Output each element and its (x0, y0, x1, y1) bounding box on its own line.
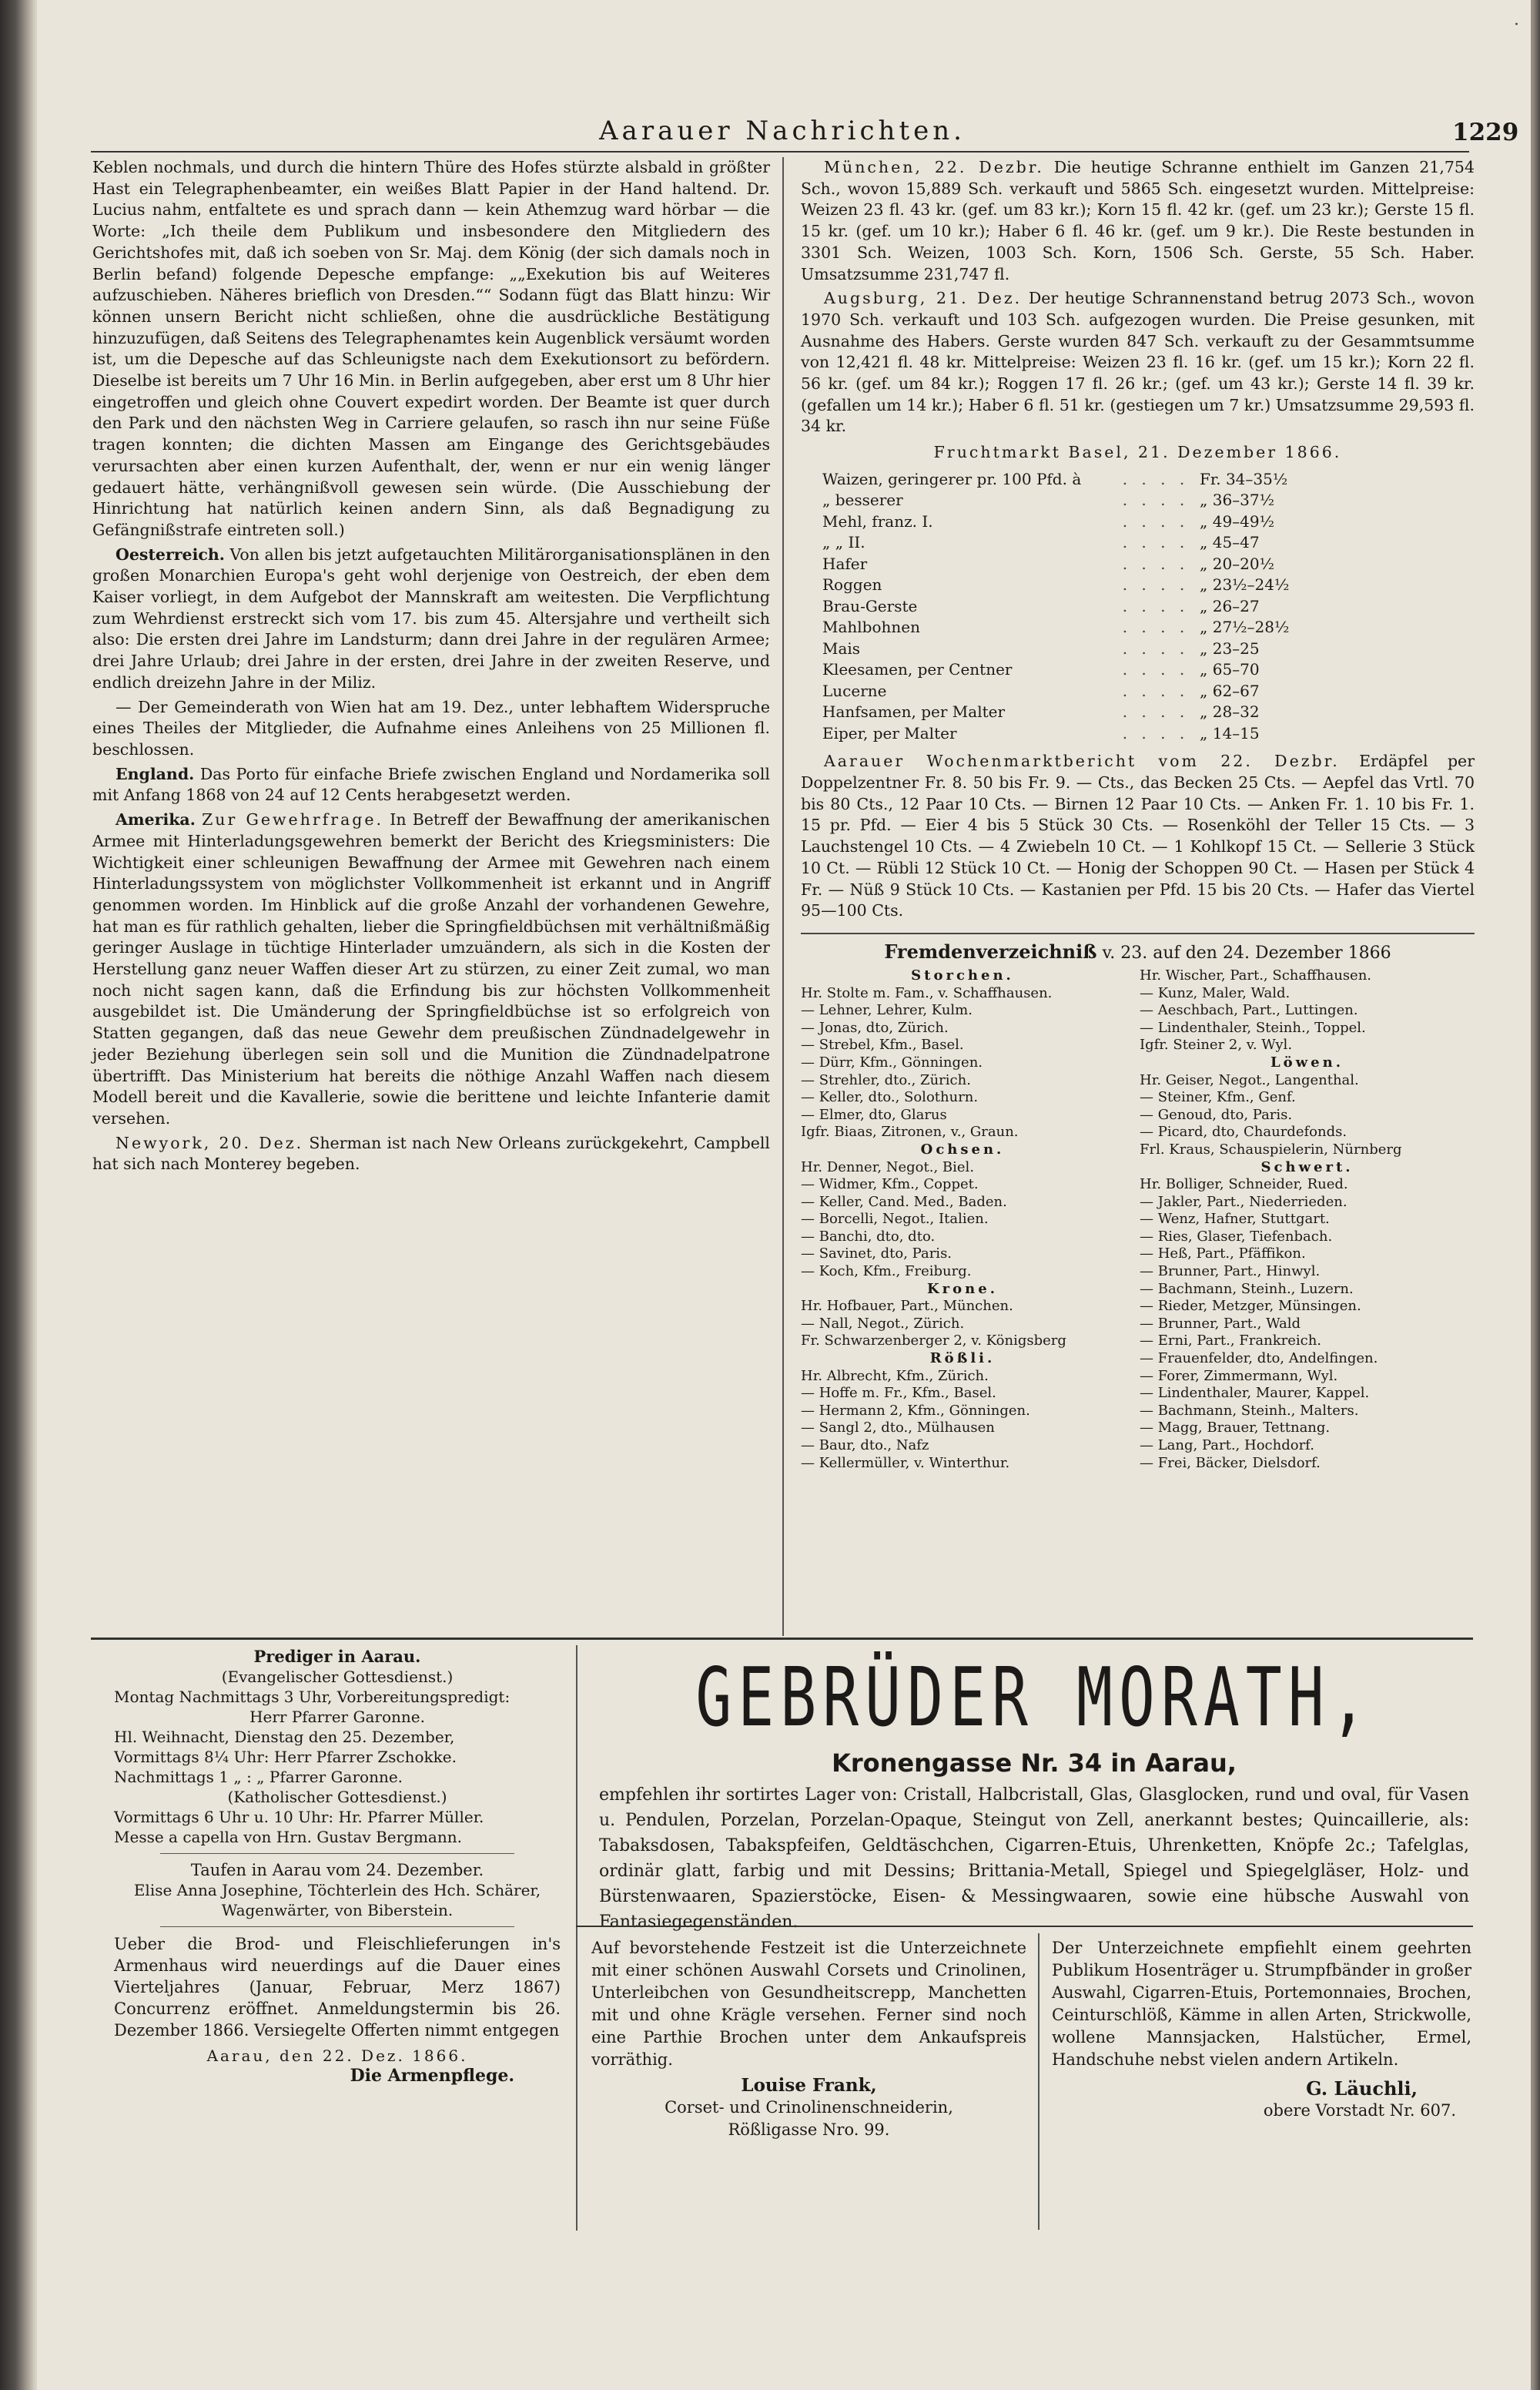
ad-prediger (114, 1647, 561, 2086)
guest-entry: — Kellermüller, v. Winterthur. (801, 1454, 1010, 1471)
right-column (801, 157, 1475, 1514)
guest-entry: — Forer, Zimmermann, Wyl. (1140, 1367, 1338, 1384)
article-newyork (92, 1133, 770, 1175)
price-row (822, 531, 1331, 553)
guest-entry: — Steiner, Kfm., Genf. (1140, 1089, 1296, 1106)
price-value: „ 23½–24½ (1200, 575, 1290, 595)
fremden-title: Fremdenverzeichniß (884, 940, 1097, 963)
guest-entry: Hr. Stolte m. Fam., v. Schaffhausen. (801, 984, 1053, 1001)
article-oesterreich (92, 545, 770, 694)
ads-divider-2 (1038, 1933, 1040, 2230)
price-leader: . . . . (1122, 639, 1190, 658)
guest-entry: — Keller, dto., Solothurn. (801, 1089, 979, 1106)
price-leader: . . . . (1122, 554, 1190, 573)
label-england: England. (116, 764, 195, 783)
guest-list (801, 967, 1475, 1514)
price-leader: . . . . (1122, 681, 1190, 700)
guest-entry: — Kunz, Maler, Wald. (1140, 984, 1291, 1001)
guest-entry: — Rieder, Metzger, Münsingen. (1140, 1298, 1361, 1315)
price-item: Mais (822, 639, 861, 658)
guest-entry: — Sangl 2, dto., Mülhausen (801, 1420, 995, 1436)
masthead-title: Aarauer Nachrichten. (599, 116, 966, 146)
price-value: „ 49–49½ (1200, 511, 1275, 531)
guest-entry: — Savinet, dto, Paris. (801, 1245, 952, 1262)
guest-entry: Hr. Albrecht, Kfm., Zürich. (801, 1367, 989, 1384)
guest-entry: — Koch, Kfm., Freiburg. (801, 1263, 972, 1280)
article-wien: — Der Gemeinderath von Wien hat am 19. Dez., unter lebhaftem Widerspruche eines Theiles der Mitglieder, die Aufnahme eines Anleihens von 25 Millionen fl. beschlossen. (92, 697, 770, 759)
guest-entry: Hr. Wischer, Part., Schaffhausen. (1140, 967, 1372, 984)
guest-entry: Hr. Denner, Negot., Biel. (801, 1158, 975, 1175)
label-wochenmarkt: Aarauer Wochenmarktbericht vom 22. Dezbr. (824, 752, 1340, 771)
prediger-sub2: (Katholischer Gottesdienst.) (227, 1788, 447, 1806)
guest-entry: — Bachmann, Steinh., Malters. (1140, 1402, 1359, 1419)
guest-entry: — Brunner, Part., Wald (1140, 1315, 1301, 1332)
report-augsburg (801, 288, 1475, 437)
price-value: „ 27½–28½ (1200, 618, 1290, 637)
price-item: Hanfsamen, per Malter (822, 702, 1006, 722)
guest-entry: Hr. Bolliger, Schneider, Rued. (1140, 1176, 1348, 1193)
fremden-date: v. 23. auf den 24. Dezember 1866 (1102, 943, 1391, 963)
laeuchli-address: obere Vorstadt Nr. 607. (1263, 2101, 1456, 2120)
prediger-l7: Messe a capella von Hrn. Gustav Bergmann. (114, 1828, 462, 1846)
guest-entry: — Elmer, dto, Glarus (801, 1106, 947, 1123)
guest-entry: — Genoud, dto, Paris. (1140, 1106, 1293, 1123)
label-augsburg: Augsburg, 21. Dez. (824, 289, 1023, 308)
guest-entry: Igfr. Biaas, Zitronen, v., Graun. (801, 1124, 1019, 1141)
prediger-l3: Hl. Weihnacht, Dienstag den 25. Dezember, (114, 1728, 455, 1746)
price-row (822, 595, 1331, 617)
price-item: Brau-Gerste (822, 596, 918, 615)
guest-entry: Fr. Schwarzenberger 2, v. Königsberg (801, 1332, 1066, 1349)
price-value: Fr. 34–35½ (1200, 469, 1288, 488)
price-row (822, 659, 1331, 680)
prediger-l2: Herr Pfarrer Garonne. (249, 1708, 425, 1726)
guest-entry: — Magg, Brauer, Tettnang. (1140, 1420, 1331, 1436)
price-value: „ 23–25 (1200, 639, 1260, 658)
brod-place: Aarau, den 22. Dez. 1866. (206, 2046, 468, 2065)
guest-entry: — Hoffe m. Fr., Kfm., Basel. (801, 1385, 996, 1402)
text-england: Das Porto für einfache Briefe zwischen England und Nordamerika soll mit Anfang 1868 von 24 auf 12 Cents herabgesetzt werden. (92, 764, 770, 805)
frank-address: Rößligasse Nro. 99. (728, 2120, 890, 2139)
price-row (822, 553, 1331, 575)
price-value: „ 45–47 (1200, 533, 1260, 552)
price-row (822, 574, 1331, 595)
label-newyork: Newyork, 20. Dez. (116, 1133, 304, 1152)
guest-entry: — Lindenthaler, Steinh., Toppel. (1140, 1019, 1366, 1036)
text-amerika: In Betreff der Bewaffnung der amerikanischen Armee mit Hinterladungsgewehren bemerkt der Bericht des Kriegsministers: Die Wichtigkeit einer schleunigen Bewaffnung der Armee mit Gewehren nach einem Hinterladungssystem von möglichster Vollkommenheit ist erkannt und in Angriff genommen worden. Im Hinblick auf die große Anzahl der vorhandenen Gewehre, hat man es für rathlich gehalten, lieber die Springfieldbüchsen mit verhältnißmäßig geringer Auslage in tüchtige Hinterlader umzuändern, als sich in die Kosten der Herstellung ganz neuer Waffen dieser Art zu stürzen, zu einer Zeit zumal, wo man noch nicht sagen kann, daß die Erfindung bis zur höchsten Vollkommenheit ausgebildet ist. Die Umänderung der Springfieldbüchse ist so erfolgreich von Statten gegangen, daß das neue Gewehr dem preußischen Zündnadelgewehr in jeder Beziehung überlegen sein soll und die Munition die Zündnadelpatrone übertrifft. Das Ministerium hat bereits die nöthige Anzahl Waffen nach diesem Modell bereit und die Kavallerie, sowie die berittene und leichte Infanterie damit versehen. (92, 810, 770, 1128)
guest-entry: — Frauenfelder, dto, Andelfingen. (1140, 1350, 1378, 1367)
guest-entry: — Erni, Part., Frankreich. (1140, 1332, 1322, 1349)
guest-list-col2 (1140, 967, 1475, 1472)
guest-entry: — Keller, Cand. Med., Baden. (801, 1193, 1007, 1210)
text-wochenmarkt: Erdäpfel per Doppelzentner Fr. 8. 50 bis Fr. 9. — Cts., das Becken 25 Cts. — Aepfel das Vrtl. 70 bis 80 Cts., 12 Paar 10 Cts. — Birnen 12 Paar 10 Cts. — Anken Fr. 1. 10 bis Fr. 1. 15 pr. Pfd. — Eier 4 bis 5 Stück 30 Cts. — Rosenköhl der Teller 15 Cts. — 3 Lauchstengel 10 Cts. — 4 Zwiebeln 10 Ct. — 1 Kohlkopf 15 Ct. — Sellerie 3 Stück 10 Ct. — Rübli 12 Stück 10 Ct. — Honig der Schoppen 90 Ct. — Hasen per Stück 4 Fr. — Nüß 9 Stück 10 Cts. — Kastanien per Pfd. 15 bis 20 Cts. — Hafer das Viertel 95—100 Cts. (801, 752, 1475, 920)
guest-entry: — Picard, dto, Chaurdefonds. (1140, 1124, 1348, 1141)
article-exekution: Keblen nochmals, und durch die hintern Thüre des Hofes stürzte alsbald in größter Hast ein Telegraphenbeamter, ein weißes Blatt Papier in der Hand haltend. Dr. Lucius nahm, entfaltete es und sprach dann — kein Athemzug ward hörbar — die Worte: „Ich theile dem Publikum und insbesondere den Mitgliedern des Gerichtshofes mit, daß ich soeben von Sr. Maj. dem König (der sich damals noch in Berlin befand) folgende Depesche empfange: „„Exekution bis auf Weiteres aufzuschieben. Näheres brieflich von Dresden.““ Sodann fügt das Blatt hinzu: Wir können unsern Bericht nicht schließen, ohne die ausdrückliche Bestätigung hinzuzufügen, daß Seitens des Telegraphenamtes kein Augenblick versäumt worden ist, um die Depesche auf das Schleunigste nach dem Exekutionsort zu befördern. Dieselbe ist bereits um 7 Uhr 16 Min. in Berlin aufgegeben, aber erst um 8 Uhr hier eingetroffen und gleich ohne Couvert expedirt worden. Der Beamte ist quer durch den Park und den nächsten Weg in Carriere gelaufen, so rasch ihn nur seine Füße tragen konnten; die dichten Massen am Eingange des Gerichtsgebäudes verursachten aber einen kurzen Aufenthalt, der, wenn er nur ein wenig länger gedauert hätte, verhängnißvoll gewesen sein würde. (Die Ausschiebung der Hinrichtung hat natürlich keinen andern Sinn, als daß Begnadigung zu Gefängnißstrafe eintreten soll.) (92, 158, 770, 539)
fremden-header (801, 940, 1475, 963)
guest-entry: — Lindenthaler, Maurer, Kappel. (1140, 1385, 1370, 1402)
guest-entry: — Lehner, Lehrer, Kulm. (801, 1002, 973, 1019)
price-item: Mehl, franz. I. (822, 511, 933, 531)
frank-signature: Louise Frank, (741, 2075, 877, 2096)
prediger-sub1: (Evangelischer Gottesdienst.) (221, 1668, 454, 1686)
price-leader: . . . . (1122, 491, 1190, 510)
hotel-name: Löwen. (1270, 1054, 1344, 1071)
price-row (822, 680, 1331, 702)
price-leader: . . . . (1122, 702, 1190, 722)
guest-entry: — Aeschbach, Part., Luttingen. (1140, 1002, 1358, 1019)
prediger-l6: Vormittags 6 Uhr u. 10 Uhr: Hr. Pfarrer Müller. (114, 1808, 484, 1826)
guest-entry: Hr. Hofbauer, Part., München. (801, 1298, 1013, 1315)
ad-divider (160, 1926, 514, 1927)
guest-entry: — Hermann 2, Kfm., Gönningen. (801, 1402, 1030, 1419)
guest-entry: Frl. Kraus, Schauspielerin, Nürnberg (1140, 1141, 1402, 1158)
price-item: „ besserer (822, 491, 903, 510)
price-table (822, 468, 1331, 744)
guest-entry: Igfr. Steiner 2, v. Wyl. (1140, 1037, 1293, 1054)
ad-divider (160, 1853, 514, 1854)
price-row (822, 616, 1331, 638)
price-leader: . . . . (1122, 469, 1190, 488)
hotel-name: Schwert. (1260, 1158, 1354, 1175)
guest-entry: — Strebel, Kfm., Basel. (801, 1037, 964, 1054)
header-rule (91, 151, 1469, 153)
guest-entry: — Brunner, Part., Hinwyl. (1140, 1263, 1321, 1280)
price-item: Hafer (822, 554, 868, 573)
price-item: Kleesamen, per Centner (822, 660, 1013, 679)
brod-signature: Die Armenpflege. (350, 2066, 514, 2086)
price-item: Eiper, per Malter (822, 723, 957, 742)
guest-list-col1 (801, 967, 1124, 1472)
guest-entry: — Ries, Glaser, Tiefenbach. (1140, 1228, 1333, 1245)
article-england (92, 764, 770, 806)
ad-laeuchli (1052, 1937, 1471, 2122)
title-gewehrfrage: Zur Gewehrfrage. (202, 810, 384, 830)
report-muenchen (801, 157, 1475, 285)
left-column (92, 157, 770, 1178)
brod-text: Ueber die Brod- und Fleischlieferungen in's Armenhaus wird neuerdings auf die Dauer eines Vierteljahres (Januar, Februar, Merz 1867) Concurrenz eröffnet. Anmeldungstermin bis 26. Dezember 1866. Versiegelte Offerten nimmt entgegen (114, 1935, 561, 2040)
text-augsburg: Der heutige Schrannenstand betrug 2073 Sch., wovon 1970 Sch. verkauft und 103 Sch. aufgezogen wurden. Die Preise gesunken, mit Ausnahme des Habers. Gerste wurden 847 Sch. verkauft zu der Gesammtsumme von 12,421 fl. 48 kr. Mittelpreise: Weizen 23 fl. 16 kr. (gef. um 15 kr.); Korn 22 fl. 56 kr. (gef. um 84 kr.); Roggen 17 fl. 26 kr.; (gef. um 43 kr.); Gerste 14 fl. 39 kr. (gefallen um 14 kr.); Haber 6 fl. 51 kr. (gestiegen um 7 kr.) Umsatzsumme 29,593 fl. 34 kr. (801, 289, 1475, 436)
text-oesterreich: Von allen bis jetzt aufgetauchten Militärorganisationsplänen in den großen Monarchien Europa's geht wohl derjenige von Oestreich, der eben dem Kaiser vorliegt, in dem Aufgebot der Mannskraft am weitesten. Die Verpflichtung zum Wehrdienst erstreckt sich vom 17. bis zum 45. Altersjahre und vertheilt sich also: Die ersten drei Jahre im Landsturm; dann drei Jahre in der regulären Armee; drei Jahre Urlaub; drei Jahre in der ersten, drei Jahre in der zweiten Reserve, und endlich dreizehn Jahre in der Miliz. (92, 545, 770, 692)
guest-entry: — Frei, Bäcker, Dielsdorf. (1140, 1454, 1321, 1471)
price-leader: . . . . (1122, 596, 1190, 615)
guest-entry: — Heß, Part., Pfäffikon. (1140, 1245, 1306, 1262)
page-number: 1229 (1452, 119, 1519, 146)
price-item: „ „ II. (822, 533, 865, 552)
taufen-title: Taufen in Aarau vom 24. Dezember. (190, 1861, 484, 1879)
label-oesterreich: Oesterreich. (116, 545, 225, 564)
guest-entry: — Wenz, Hafner, Stuttgart. (1140, 1211, 1330, 1228)
price-row (822, 511, 1331, 532)
price-leader: . . . . (1122, 618, 1190, 637)
guest-entry: — Nall, Negot., Zürich. (801, 1315, 965, 1332)
fruchtmarkt-title: Fruchtmarkt Basel, 21. Dezember 1866. (933, 443, 1342, 462)
label-amerika: Amerika. (116, 810, 196, 830)
article-amerika (92, 810, 770, 1130)
price-value: „ 26–27 (1200, 596, 1260, 615)
price-item: Roggen (822, 575, 882, 595)
guest-entry: — Lang, Part., Hochdorf. (1140, 1437, 1314, 1453)
guest-entry: — Strehler, dto., Zürich. (801, 1071, 971, 1088)
ads-rule (91, 1637, 1473, 1640)
price-value: „ 20–20½ (1200, 554, 1275, 573)
morath-name: GEBRÜDER MORATH, (695, 1651, 1373, 1745)
ads-divider (576, 1645, 578, 2231)
price-leader: . . . . (1122, 533, 1190, 552)
price-leader: . . . . (1122, 660, 1190, 679)
price-row (822, 722, 1331, 744)
ad-frank (591, 1937, 1026, 2141)
price-row (822, 638, 1331, 659)
price-row (822, 701, 1331, 722)
text-muenchen: Die heutige Schranne enthielt im Ganzen 21,754 Sch., wovon 15,889 Sch. verkauft und 5865 Sch. eingesetzt wurden. Mittelpreise: Weizen 23 fl. 43 kr. (gef. um 83 kr.); Korn 15 fl. 42 kr. (gef. um 23 kr.); Gerste 15 fl. 15 kr. (gef. um 10 kr.); Haber 6 fl. 46 kr. (gef. um 9 kr.). Die Reste bestunden in 3301 Sch. Weizen, 1003 Sch. Korn, 1506 Sch. Gerste, 55 Sch. Haber. Umsatzsumme 231,747 fl. (801, 158, 1475, 283)
morath-body: empfehlen ihr sortirtes Lager von: Cristall, Halbcristall, Glas, Glasglocken, rund und oval, für Vasen u. Pendulen, Porzelan, Porzelan-Opaque, Steingut von Zell, anerkannt bestes; Quincaillerie, als: Tabaksdosen, Tabakspfeifen, Geldtäschchen, Cigarren-Etuis, Uhrenketten, Knöpfe 2c.; Tafelglas, ordinär glatt, farbig und mit Dessins; Brittania-Metall, Spiegel und Spiegelgläser, Holz- und Bürstenwaaren, Spazierstöcke, Eisen- & Messingwaaren, sowie eine hübsche Auswahl von Fantasiegegenständen. (599, 1785, 1469, 1932)
hotel-name: Storchen. (911, 967, 1014, 984)
text-newyork: Sherman ist nach New Orleans zurückgekehrt, Campbell hat sich nach Monterey begeben. (92, 1133, 770, 1174)
label-muenchen: München, 22. Dezbr. (824, 158, 1044, 176)
price-item: Waizen, geringerer pr. 100 Pfd. à (822, 469, 1082, 488)
guest-entry: — Widmer, Kfm., Coppet. (801, 1176, 979, 1193)
edge-mark: · (1514, 15, 1519, 35)
guest-entry: — Borcelli, Negot., Italien. (801, 1211, 989, 1228)
prediger-l4: Vormittags 8¼ Uhr: Herr Pfarrer Zschokke. (114, 1748, 457, 1766)
column-divider (782, 157, 784, 1636)
price-leader: . . . . (1122, 511, 1190, 531)
frank-role: Corset- und Crinolinenschneiderin, (665, 2098, 953, 2117)
price-value: „ 14–15 (1200, 723, 1260, 742)
price-leader: . . . . (1122, 575, 1190, 595)
guest-entry: — Jakler, Part., Niederrieden. (1140, 1193, 1348, 1210)
report-wochenmarkt (801, 751, 1475, 922)
frank-body: Auf bevorstehende Festzeit ist die Unterzeichnete mit einer schönen Auswahl Corsets und Crinolinen, Unterleibchen von Gesundheitscrepp, Manchetten mit und ohne Krägle versehen. Ferner sind noch eine Parthie Brochen unter dem Ankaufspreis vorräthig. (591, 1939, 1026, 2069)
laeuchli-body: Der Unterzeichnete empfiehlt einem geehrten Publikum Hosenträger u. Strumpfbänder in großer Auswahl, Cigarren-Etuis, Portemonnaies, Brochen, Ceinturschlöß, Kämme in allen Arten, Strickwolle, wollene Mannsjacken, Halstücher, Ermel, Handschuhe nebst vielen andern Artikeln. (1052, 1939, 1471, 2069)
hotel-name: Rößli. (929, 1350, 996, 1367)
guest-entry: — Bachmann, Steinh., Luzern. (1140, 1280, 1354, 1297)
hotel-name: Krone. (927, 1280, 998, 1297)
hotel-name: Ochsen. (920, 1141, 1005, 1158)
price-leader: . . . . (1122, 723, 1190, 742)
price-item: Lucerne (822, 681, 887, 700)
page-header (37, 116, 1531, 149)
guest-entry: — Jonas, dto, Zürich. (801, 1019, 949, 1036)
section-rule (801, 933, 1475, 934)
guest-entry: Hr. Geiser, Negot., Langenthal. (1140, 1071, 1359, 1088)
guest-entry: — Baur, dto., Nafz (801, 1437, 929, 1453)
prediger-l5: Nachmittags 1 „ : „ Pfarrer Garonne. (114, 1768, 403, 1786)
morath-address: Kronengasse Nr. 34 in Aarau, (832, 1748, 1237, 1778)
price-item: Mahlbohnen (822, 618, 921, 637)
ads-rule-2 (576, 1926, 1473, 1927)
price-value: „ 62–67 (1200, 681, 1260, 700)
price-value: „ 36–37½ (1200, 491, 1275, 510)
ad-morath (599, 1648, 1469, 1935)
guest-entry: — Dürr, Kfm., Gönningen. (801, 1054, 983, 1071)
price-row (822, 468, 1331, 490)
guest-entry: — Banchi, dto, dto. (801, 1228, 936, 1245)
taufen-text: Elise Anna Josephine, Töchterlein des Hch. Schärer, Wagenwärter, von Biberstein. (133, 1881, 541, 1919)
prediger-l1: Montag Nachmittags 3 Uhr, Vorbereitungspredigt: (114, 1688, 511, 1706)
price-value: „ 65–70 (1200, 660, 1260, 679)
price-value: „ 28–32 (1200, 702, 1260, 722)
laeuchli-signature: G. Läuchli, (1306, 2077, 1418, 2100)
newspaper-page (37, 0, 1531, 2390)
price-row (822, 489, 1331, 511)
prediger-title: Prediger in Aarau. (253, 1647, 421, 1666)
